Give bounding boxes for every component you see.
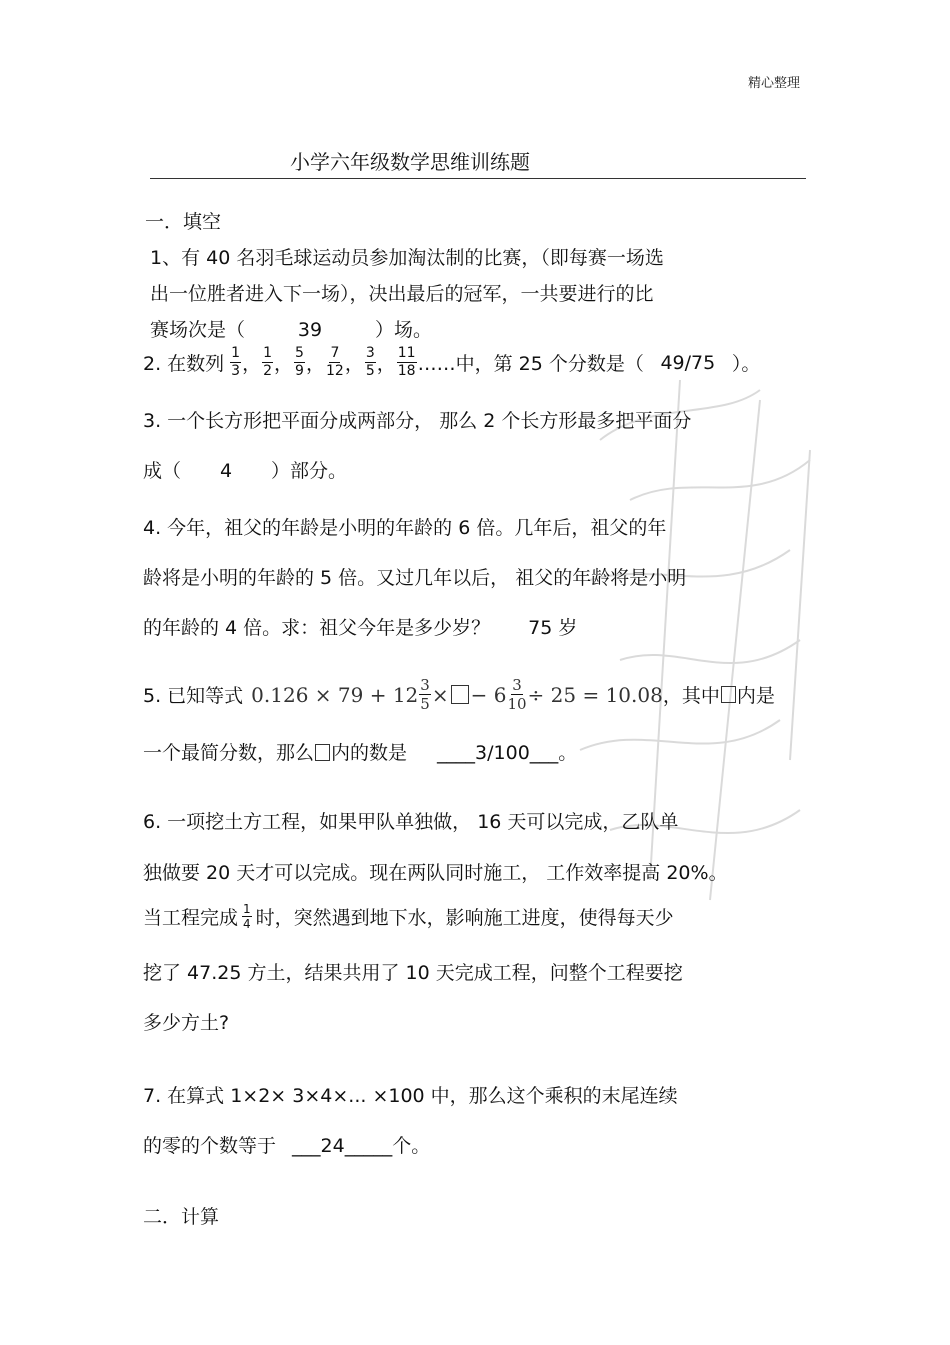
q5-eq-part: ÷ 25 = 10.08 [527, 682, 663, 707]
q5-line2-a: 一个最简分数，那么 [143, 742, 315, 764]
q5-line2 [143, 738, 577, 765]
q4-line1: 4. 今年，祖父的年龄是小明的年龄的 6 倍。几年后，祖父的年 [143, 517, 667, 539]
q6-line4: 挖了 47.25 方土，结果共用了 10 天完成工程，问整个工程要挖 [143, 962, 683, 984]
q4-line2: 龄将是小明的年龄的 5 倍。又过几年以后， 祖父的年龄将是小明 [143, 567, 687, 589]
q5-eq-part: × [431, 682, 449, 707]
q3-line2-post: ）部分。 [271, 460, 348, 482]
q5-suffix-b: 内是 [736, 685, 775, 707]
title-divider [150, 178, 806, 179]
q2-fraction: $\frac{7}{12}$ [325, 345, 344, 379]
q2-sep: ， [344, 353, 364, 375]
q5-prefix: 5. 已知等式 [143, 685, 244, 707]
q1-line3 [150, 315, 432, 342]
q2-prefix: 2. 在数列 [143, 353, 225, 375]
q5-line2-end: 。 [558, 742, 578, 764]
q6-fraction: $\frac{1}{4}$ [243, 902, 251, 931]
q1-line3-pre: 赛场次是（ [150, 319, 246, 341]
q2-fraction: $\frac{1}{2}$ [263, 345, 273, 379]
q5-equation [251, 676, 663, 713]
unknown-box [451, 685, 469, 704]
q5-eq-part: − 6 [470, 682, 507, 707]
q5-mixed-fraction: $\frac{3}{5}$ [420, 676, 430, 713]
unknown-box [721, 686, 736, 703]
q6-line3-pre: 当工程完成 [143, 907, 239, 929]
q2-sep: ， [305, 353, 325, 375]
q2-fraction: $\frac{5}{9}$ [295, 345, 304, 379]
q2-fraction: $\frac{1}{3}$ [231, 345, 241, 379]
q2-fraction: $\frac{3}{5}$ [365, 345, 375, 379]
q6-line5: 多少方土? [143, 1012, 230, 1034]
q5-answer: ____3/100___ [437, 742, 559, 764]
q7-line2-post: 个。 [392, 1135, 431, 1157]
q2-sep: ， [242, 353, 262, 375]
header-tag: 精心整理 [747, 76, 800, 91]
q4-answer: 75 岁 [528, 617, 578, 639]
q6-line3 [143, 902, 674, 931]
q3-line1: 3. 一个长方形把平面分成两部分， 那么 2 个长方形最多把平面分 [143, 410, 692, 432]
page-title: 小学六年级数学思维训练题 [290, 150, 530, 174]
q2-sep: ， [376, 353, 396, 375]
q2-fraction: $\frac{11}{18}$ [397, 345, 416, 379]
q5-suffix-a: ，其中 [662, 685, 720, 707]
q2-suffix-post: ）。 [731, 353, 761, 375]
q7-line2 [143, 1131, 430, 1158]
q7-line1: 7. 在算式 1×2× 3×4×... ×100 中，那么这个乘积的末尾连续 [143, 1085, 678, 1107]
q4-line3 [143, 613, 577, 640]
q6-line3-post: 时，突然遇到地下水，影响施工进度，使得每天少 [255, 907, 674, 929]
section-fill-heading: 一．填空 [145, 211, 222, 233]
q7-line2-pre: 的零的个数等于 [143, 1135, 277, 1157]
q5-eq-part: 0.126 × 79 + 12 [251, 682, 419, 707]
q5-line2-b: 内的数是 [331, 742, 408, 764]
q3-answer: 4 [219, 460, 233, 482]
q1-line3-post: ）场。 [375, 319, 433, 341]
section-calc-heading: 二．计算 [143, 1206, 220, 1228]
q2-sep: ， [274, 353, 294, 375]
q7-answer: ___24_____ [292, 1135, 393, 1157]
q6-line1: 6. 一项挖土方工程，如果甲队单独做， 16 天可以完成，乙队单 [143, 811, 679, 833]
watermark-graphic [560, 360, 860, 920]
q5-mixed-fraction: $\frac{3}{10}$ [507, 676, 527, 713]
q6-line2: 独做要 20 天才可以完成。现在两队同时施工， 工作效率提高 20%。 [143, 862, 728, 884]
q2-line [143, 345, 760, 380]
q3-line2-pre: 成（ [143, 460, 182, 482]
unknown-box [315, 744, 330, 761]
q1-answer: 39 [297, 319, 323, 341]
q5-line1 [143, 676, 775, 713]
q2-answer: 49/75 [660, 351, 716, 374]
q3-line2 [143, 456, 347, 483]
q4-line3-pre: 的年龄的 4 倍。求：祖父今年是多少岁？ [143, 617, 491, 639]
q1-line1: 1、有 40 名羽毛球运动员参加淘汰制的比赛，（即每赛一场选 [150, 247, 664, 269]
q2-suffix-pre: ……中，第 25 个分数是（ [417, 353, 644, 375]
q1-line2: 出一位胜者进入下一场），决出最后的冠军，一共要进行的比 [150, 283, 654, 305]
